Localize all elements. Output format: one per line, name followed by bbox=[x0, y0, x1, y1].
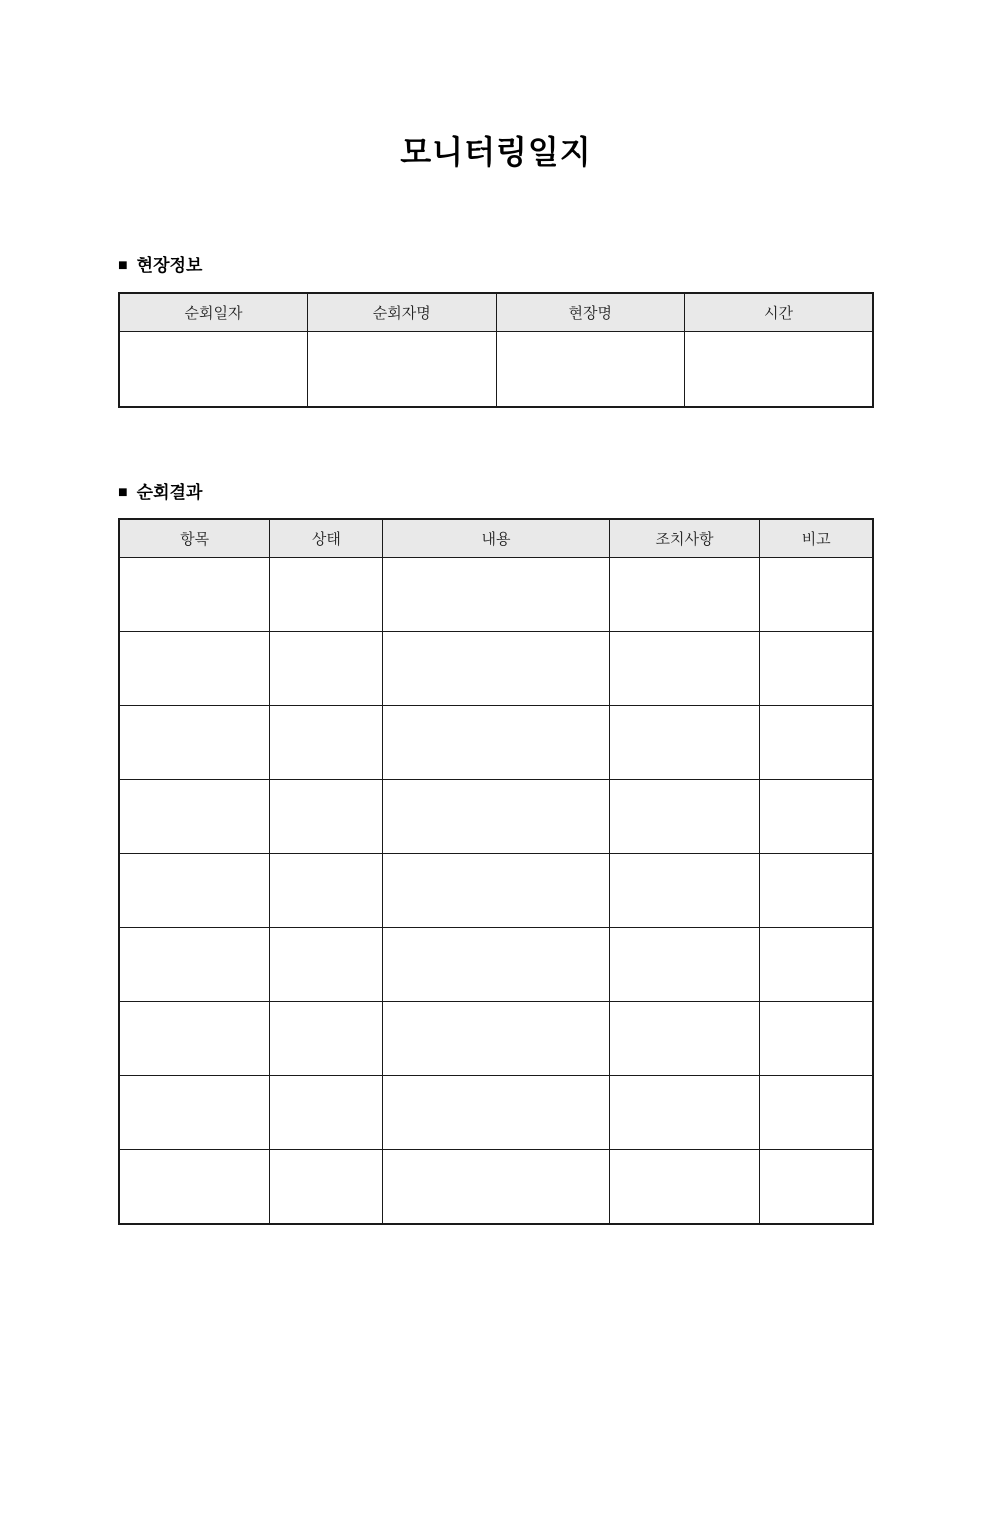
table-cell bbox=[308, 332, 497, 408]
table-cell bbox=[760, 1149, 873, 1224]
table-cell bbox=[609, 631, 760, 705]
table-cell bbox=[270, 631, 383, 705]
table-cell bbox=[760, 1001, 873, 1075]
section-heading-patrol-results bbox=[118, 483, 874, 503]
table-cell bbox=[270, 1075, 383, 1149]
table-cell bbox=[496, 332, 685, 408]
table-cell bbox=[383, 557, 609, 631]
table-cell bbox=[119, 332, 308, 408]
patrol-results-table-body bbox=[119, 557, 873, 1224]
table-cell bbox=[383, 705, 609, 779]
table-cell bbox=[270, 1001, 383, 1075]
table-cell bbox=[119, 631, 270, 705]
table-cell bbox=[383, 1149, 609, 1224]
square-bullet-icon: ■ bbox=[118, 256, 128, 274]
table-cell bbox=[383, 1075, 609, 1149]
table-cell bbox=[760, 631, 873, 705]
table-cell bbox=[270, 705, 383, 779]
table-cell bbox=[609, 1001, 760, 1075]
document-page bbox=[118, 134, 874, 1225]
table-cell bbox=[270, 853, 383, 927]
section-heading-site-info-label: 현장정보 bbox=[136, 255, 203, 275]
column-header-content: 내용 bbox=[383, 519, 609, 558]
site-info-header-row bbox=[119, 293, 873, 332]
table-cell bbox=[119, 705, 270, 779]
table-cell bbox=[609, 557, 760, 631]
table-cell bbox=[383, 853, 609, 927]
column-header-action: 조치사항 bbox=[609, 519, 760, 558]
table-row bbox=[119, 1001, 873, 1075]
table-row bbox=[119, 631, 873, 705]
column-header-patroller-name: 순회자명 bbox=[308, 293, 497, 332]
table-cell bbox=[270, 927, 383, 1001]
table-cell bbox=[119, 557, 270, 631]
column-header-remarks: 비고 bbox=[760, 519, 873, 558]
table-cell bbox=[760, 557, 873, 631]
page-title: 모니터링일지 bbox=[400, 134, 592, 170]
table-cell bbox=[760, 705, 873, 779]
table-cell bbox=[383, 927, 609, 1001]
table-cell bbox=[119, 1075, 270, 1149]
column-header-item: 항목 bbox=[119, 519, 270, 558]
section-heading-site-info bbox=[118, 256, 874, 276]
table-cell bbox=[119, 779, 270, 853]
table-cell bbox=[119, 1149, 270, 1224]
patrol-results-header-row bbox=[119, 519, 873, 558]
table-cell bbox=[383, 631, 609, 705]
table-cell bbox=[609, 705, 760, 779]
site-info-table-body bbox=[119, 332, 873, 408]
table-cell bbox=[119, 927, 270, 1001]
table-cell bbox=[760, 927, 873, 1001]
table-cell bbox=[270, 557, 383, 631]
table-row bbox=[119, 332, 873, 408]
table-cell bbox=[609, 1075, 760, 1149]
table-row bbox=[119, 853, 873, 927]
table-cell bbox=[383, 779, 609, 853]
table-cell bbox=[609, 1149, 760, 1224]
section-heading-patrol-results-label: 순회결과 bbox=[136, 483, 203, 503]
table-row bbox=[119, 557, 873, 631]
table-row bbox=[119, 705, 873, 779]
table-cell bbox=[685, 332, 874, 408]
square-bullet-icon: ■ bbox=[118, 484, 128, 502]
table-cell bbox=[609, 853, 760, 927]
table-row bbox=[119, 1149, 873, 1224]
table-cell bbox=[760, 779, 873, 853]
table-cell bbox=[270, 779, 383, 853]
site-info-table bbox=[118, 292, 874, 408]
column-header-site-name: 현장명 bbox=[496, 293, 685, 332]
table-row bbox=[119, 1075, 873, 1149]
column-header-status: 상태 bbox=[270, 519, 383, 558]
table-cell bbox=[609, 779, 760, 853]
column-header-time: 시간 bbox=[685, 293, 874, 332]
table-cell bbox=[760, 1075, 873, 1149]
table-cell bbox=[609, 927, 760, 1001]
table-cell bbox=[270, 1149, 383, 1224]
table-row bbox=[119, 779, 873, 853]
table-cell bbox=[119, 1001, 270, 1075]
table-cell bbox=[119, 853, 270, 927]
table-row bbox=[119, 927, 873, 1001]
table-cell bbox=[760, 853, 873, 927]
table-cell bbox=[383, 1001, 609, 1075]
patrol-results-table bbox=[118, 518, 874, 1225]
column-header-patrol-date: 순회일자 bbox=[119, 293, 308, 332]
